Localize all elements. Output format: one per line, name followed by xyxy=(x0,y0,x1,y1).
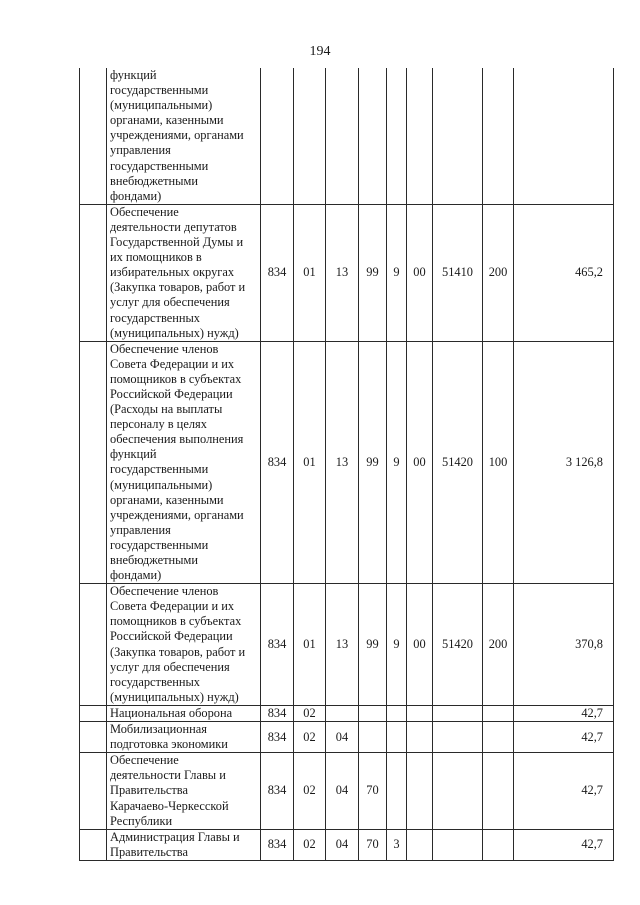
main-event-code-cell xyxy=(407,829,433,860)
section-code-cell: 01 xyxy=(294,584,326,706)
subsection-code-cell xyxy=(326,705,359,721)
page-number: 194 xyxy=(309,44,331,59)
expense-type-cell xyxy=(483,705,514,721)
expense-name-cell xyxy=(107,341,261,584)
expense-name-line: Обеспечение xyxy=(110,204,179,219)
expense-name-line: Обеспечение xyxy=(110,753,179,768)
table-row xyxy=(80,584,614,706)
direction-code-cell xyxy=(433,68,483,204)
expense-name-line: (Расходы на выплаты xyxy=(110,402,223,417)
expense-name-line: персоналу в целях xyxy=(110,417,207,432)
expense-name-cell xyxy=(107,68,261,204)
expense-name-cell xyxy=(107,204,261,341)
expense-name-line: государственными xyxy=(110,462,209,477)
expense-type-cell xyxy=(483,829,514,860)
subprogram-code-cell xyxy=(387,722,407,753)
direction-code-cell: 51420 xyxy=(433,341,483,584)
section-code-cell: 01 xyxy=(294,341,326,584)
expense-name-line: фондами) xyxy=(110,568,162,583)
row-margin-cell xyxy=(80,753,107,829)
direction-code-cell xyxy=(433,705,483,721)
ministry-code-cell: 834 xyxy=(261,753,294,829)
ministry-code-cell: 834 xyxy=(261,204,294,341)
row-margin-cell xyxy=(80,341,107,584)
expense-name-cell xyxy=(107,705,261,721)
amount-cell xyxy=(514,68,614,204)
expense-name-line: Мобилизационная xyxy=(110,722,207,737)
subsection-code-cell xyxy=(326,68,359,204)
expense-name-line: учреждениями, органами xyxy=(110,507,244,522)
expense-name-line: функций xyxy=(110,447,157,462)
expense-name-line: деятельности депутатов xyxy=(110,219,237,234)
direction-code-cell: 51420 xyxy=(433,584,483,706)
expense-name-line: Правительства xyxy=(110,783,188,798)
subprogram-code-cell: 9 xyxy=(387,584,407,706)
program-code-cell: 70 xyxy=(359,753,387,829)
expense-name-line: государственных xyxy=(110,310,201,325)
expense-name-line: услуг для обеспечения xyxy=(110,295,230,310)
expense-name-line: деятельности Главы и xyxy=(110,768,226,783)
direction-code-cell xyxy=(433,829,483,860)
ministry-code-cell: 834 xyxy=(261,722,294,753)
row-margin-cell xyxy=(80,722,107,753)
expense-type-cell: 200 xyxy=(483,584,514,706)
subsection-code-cell: 13 xyxy=(326,341,359,584)
expense-name-line: их помощников в xyxy=(110,250,202,265)
expense-type-cell xyxy=(483,722,514,753)
expense-name-line: Российской Федерации xyxy=(110,629,233,644)
ministry-code-cell: 834 xyxy=(261,341,294,584)
program-code-cell: 99 xyxy=(359,584,387,706)
amount-cell: 42,7 xyxy=(514,753,614,829)
expense-name-line: Российской Федерации xyxy=(110,386,233,401)
section-code-cell xyxy=(294,68,326,204)
expense-name-line: (муниципальными) xyxy=(110,98,213,113)
ministry-code-cell: 834 xyxy=(261,829,294,860)
subprogram-code-cell: 9 xyxy=(387,341,407,584)
expense-name-line: (Закупка товаров, работ и xyxy=(110,280,246,295)
expense-type-cell xyxy=(483,68,514,204)
ministry-code-cell: 834 xyxy=(261,584,294,706)
expense-type-cell xyxy=(483,753,514,829)
amount-cell: 42,7 xyxy=(514,705,614,721)
main-event-code-cell xyxy=(407,722,433,753)
table-row xyxy=(80,341,614,584)
expense-name-line: услуг для обеспечения xyxy=(110,659,230,674)
program-code-cell: 99 xyxy=(359,204,387,341)
main-event-code-cell: 00 xyxy=(407,204,433,341)
direction-code-cell xyxy=(433,753,483,829)
expense-name-line: Государственной Думы и xyxy=(110,235,244,250)
expense-name-line: Обеспечение членов xyxy=(110,341,219,356)
subsection-code-cell: 04 xyxy=(326,829,359,860)
subprogram-code-cell xyxy=(387,705,407,721)
subsection-code-cell: 04 xyxy=(326,753,359,829)
program-code-cell xyxy=(359,705,387,721)
table-row xyxy=(80,204,614,341)
amount-cell: 370,8 xyxy=(514,584,614,706)
subprogram-code-cell xyxy=(387,68,407,204)
expense-type-cell: 200 xyxy=(483,204,514,341)
row-margin-cell xyxy=(80,705,107,721)
section-code-cell: 01 xyxy=(294,204,326,341)
expense-name-line: фондами) xyxy=(110,188,162,203)
expense-type-cell: 100 xyxy=(483,341,514,584)
row-margin-cell xyxy=(80,829,107,860)
expense-name-line: функций xyxy=(110,68,157,82)
expense-name-cell xyxy=(107,829,261,860)
expense-name-cell xyxy=(107,584,261,706)
amount-cell: 3 126,8 xyxy=(514,341,614,584)
program-code-cell xyxy=(359,722,387,753)
expense-name-line: внебюджетными xyxy=(110,173,198,188)
expense-name-line: государственными xyxy=(110,83,209,98)
section-code-cell: 02 xyxy=(294,705,326,721)
expense-name-line: органами, казенными xyxy=(110,492,224,507)
main-event-code-cell: 00 xyxy=(407,584,433,706)
expense-name-line: Карачаево-Черкесской xyxy=(110,798,229,813)
ministry-code-cell xyxy=(261,68,294,204)
expense-name-line: государственных xyxy=(110,674,201,689)
subprogram-code-cell xyxy=(387,753,407,829)
amount-cell: 42,7 xyxy=(514,829,614,860)
expense-name-line: Администрация Главы и xyxy=(110,829,240,844)
table-row xyxy=(80,829,614,860)
expense-name-line: Совета Федерации и их xyxy=(110,599,235,614)
expense-name-line: Совета Федерации и их xyxy=(110,356,235,371)
amount-cell: 465,2 xyxy=(514,204,614,341)
expense-name-line: (муниципальных) нужд) xyxy=(110,325,239,340)
expense-name-line: Национальная оборона xyxy=(110,705,233,720)
subsection-code-cell: 13 xyxy=(326,584,359,706)
section-code-cell: 02 xyxy=(294,829,326,860)
expense-name-line: (муниципальных) нужд) xyxy=(110,689,239,704)
expense-name-line: Правительства xyxy=(110,844,188,859)
expense-name-line: помощников в субъектах xyxy=(110,371,242,386)
direction-code-cell: 51410 xyxy=(433,204,483,341)
expense-name-line: внебюджетными xyxy=(110,553,198,567)
expense-name-line: учреждениями, органами xyxy=(110,128,244,143)
program-code-cell xyxy=(359,68,387,204)
expense-name-cell xyxy=(107,722,261,753)
ministry-code-cell: 834 xyxy=(261,705,294,721)
main-event-code-cell: 00 xyxy=(407,341,433,584)
table-row xyxy=(80,68,614,204)
expense-name-line: подготовка экономики xyxy=(110,737,228,752)
section-code-cell: 02 xyxy=(294,753,326,829)
subprogram-code-cell: 9 xyxy=(387,204,407,341)
table-row xyxy=(80,705,614,721)
expense-name-line: органами, казенными xyxy=(110,113,224,128)
program-code-cell: 99 xyxy=(359,341,387,584)
expense-name-line: (Закупка товаров, работ и xyxy=(110,644,246,659)
program-code-cell: 70 xyxy=(359,829,387,860)
table-row xyxy=(80,722,614,753)
main-event-code-cell xyxy=(407,753,433,829)
expense-name-cell xyxy=(107,753,261,829)
row-margin-cell xyxy=(80,584,107,706)
budget-table xyxy=(79,68,614,861)
amount-cell: 42,7 xyxy=(514,722,614,753)
row-margin-cell xyxy=(80,204,107,341)
main-event-code-cell xyxy=(407,705,433,721)
expense-name-line: обеспечения выполнения xyxy=(110,432,244,447)
expense-name-line: государственными xyxy=(110,537,209,552)
subsection-code-cell: 04 xyxy=(326,722,359,753)
main-event-code-cell xyxy=(407,68,433,204)
row-margin-cell xyxy=(80,68,107,204)
subsection-code-cell: 13 xyxy=(326,204,359,341)
expense-name-line: Обеспечение членов xyxy=(110,584,219,599)
expense-name-line: помощников в субъектах xyxy=(110,614,242,629)
expense-name-line: управления xyxy=(110,522,171,537)
section-code-cell: 02 xyxy=(294,722,326,753)
expense-name-line: Республики xyxy=(110,813,173,828)
table-row xyxy=(80,753,614,829)
subprogram-code-cell: 3 xyxy=(387,829,407,860)
direction-code-cell xyxy=(433,722,483,753)
expense-name-line: управления xyxy=(110,143,171,158)
expense-name-line: (муниципальными) xyxy=(110,477,213,492)
expense-name-line: избирательных округах xyxy=(110,265,235,280)
expense-name-line: государственными xyxy=(110,158,209,173)
